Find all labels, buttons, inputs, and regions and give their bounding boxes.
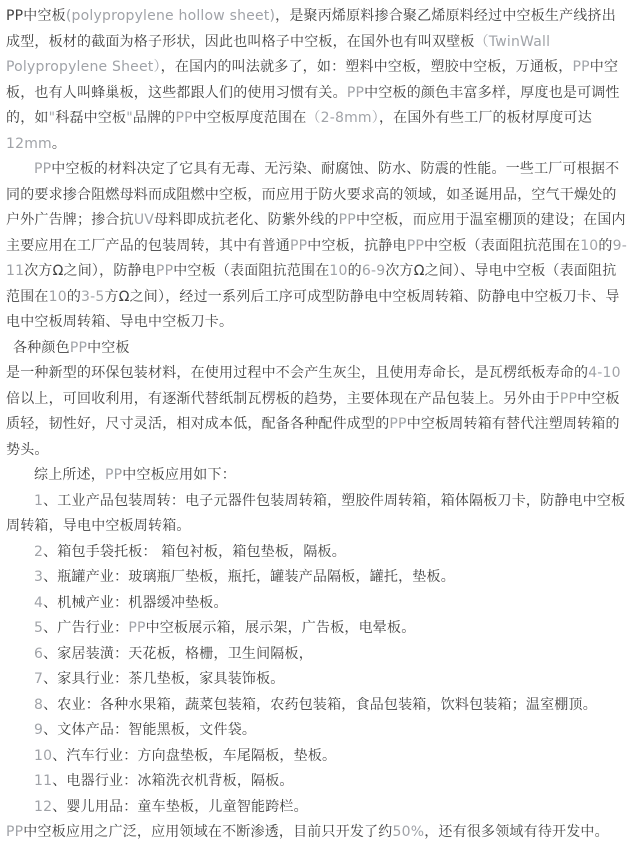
chinese-text-run: ，还有很多领域有待开发中。 xyxy=(424,824,609,840)
application-item-5 xyxy=(6,616,629,642)
latin-text-run: 9-11 xyxy=(6,237,627,279)
chinese-text-run: 各种颜色 xyxy=(13,339,70,356)
latin-text-run: " xyxy=(48,110,56,126)
latin-text-run: 3 xyxy=(34,569,44,585)
chinese-text-run: 中空板质轻，韧性好，尺寸灵活，相对成本低，配备各种配件成型的 xyxy=(6,390,620,432)
latin-text-run: PP xyxy=(128,620,146,636)
application-item-6 xyxy=(6,642,629,668)
chinese-text-run: 中空板应用之广泛，应用领域在不断渗透，目前只开发了约 xyxy=(23,824,393,840)
latin-text-run: 10 xyxy=(329,263,348,279)
closing-paragraph xyxy=(6,820,629,846)
intro-paragraph xyxy=(6,4,629,157)
chinese-text-run: 、家居装潢：天花板，格栅，卫生间隔板， xyxy=(43,645,313,662)
latin-text-run: 4 xyxy=(34,594,44,611)
chinese-text-run: 、农业：各种水果箱，蔬菜包装箱，农药包装箱，食品包装箱，饮料包装箱；温室棚顶。 xyxy=(43,696,597,713)
application-item-3 xyxy=(6,565,629,591)
chinese-text-run: 倍以上，可回收利用，有逐渐代替纸制瓦楞板的趋势，主要体现在产品包装上。另外由于 xyxy=(6,390,560,407)
chinese-text-run: 、家具行业：茶几垫板，家具装饰板。 xyxy=(43,671,285,687)
latin-text-run: （TwinWall Polypropylene Sheet） xyxy=(6,33,551,75)
chinese-text-run: 的 xyxy=(66,288,82,305)
latin-text-run: " xyxy=(126,110,133,126)
chinese-text-run: PP中空板 xyxy=(6,8,66,24)
latin-text-run: 9 xyxy=(34,722,44,738)
chinese-text-run: ，是聚丙烯原料掺合聚乙烯原料经过中空板生产线挤出成型，板材的截面为格子形状，因此也叫格子中空板，在国外也有叫双壁板 xyxy=(6,8,616,50)
latin-text-run: PP xyxy=(338,212,356,228)
latin-text-run: PP xyxy=(406,237,424,254)
latin-text-run: 10 xyxy=(48,288,67,305)
chinese-text-run: ，在国内的叫法就多了，如：塑料中空板，塑胶中空板，万通板， xyxy=(160,59,573,75)
application-item-1 xyxy=(6,489,629,540)
application-item-7 xyxy=(6,667,629,693)
chinese-text-run: 中空板，抗静电 xyxy=(307,237,407,254)
chinese-text-run: 、工业产品包装周转：电子元器件包装周转箱，塑胶件周转箱，箱体隔板刀卡，防静电中空板周转箱，导电中空板周转箱。 xyxy=(6,492,626,534)
latin-text-run: PP xyxy=(572,59,590,75)
latin-text-run: 1 xyxy=(34,492,44,509)
latin-text-run: 12mm xyxy=(6,135,52,152)
latin-text-run: PP xyxy=(155,263,174,279)
chinese-text-run: 科磊中空板 xyxy=(55,110,127,126)
latin-text-run: 50% xyxy=(392,824,425,840)
latin-text-run: 4-10 xyxy=(588,365,621,381)
chinese-text-run: 品牌的 xyxy=(132,110,176,126)
latin-text-run: PP xyxy=(175,110,193,126)
latin-text-run: PP xyxy=(559,390,578,407)
chinese-text-run: 、电器行业：冰箱洗衣机背板，隔板。 xyxy=(52,773,294,789)
chinese-text-run: 中空板，也有人叫蜂巢板，这些都跟人们的使用习惯有关。 xyxy=(6,59,619,101)
latin-text-run: 10 xyxy=(580,237,599,254)
chinese-text-run: 中空板周转箱有替代注塑周转箱的势头。 xyxy=(6,416,620,458)
chinese-text-run: 、瓶罐产业：玻璃瓶厂垫板，瓶托，罐装产品隔板，罐托，垫板。 xyxy=(43,569,455,585)
latin-text-run: (polypropylene hollow sheet) xyxy=(65,8,276,24)
latin-text-run: PP xyxy=(6,824,24,840)
application-item-8 xyxy=(6,693,629,719)
chinese-text-run: 是一种新型的环保包装材料，在使用过程中不会产生灰尘，且使用寿命长，是瓦楞纸板寿命的 xyxy=(6,365,589,381)
chinese-text-run: 中空板展示箱，展示架，广告板，电晕板。 xyxy=(145,620,416,636)
latin-text-run: 5 xyxy=(34,620,44,636)
chinese-text-run: 、机械产业：机器缓冲垫板。 xyxy=(43,594,228,611)
latin-text-run: 8 xyxy=(34,696,44,713)
application-item-10 xyxy=(6,744,629,770)
latin-text-run: 2 xyxy=(34,543,44,560)
latin-text-run: PP xyxy=(290,237,308,254)
latin-text-run: PP xyxy=(346,84,365,101)
chinese-text-run: 的 xyxy=(598,237,613,254)
chinese-text-run: 中空板的颜色丰富多样，厚度也是可调性的，如 xyxy=(6,84,620,126)
chinese-text-run: 、文体产品：智能黑板，文件袋。 xyxy=(43,722,257,738)
chinese-text-run: 中空板的材料决定了它具有无毒、无污染、耐腐蚀、防水、防震的性能。一些工厂可根据不同的要求掺合阻燃母料而成阻燃中空板，而应用于防火要求高的领域，如圣诞用品，空气干燥处的户外广告牌；掺合抗 xyxy=(6,161,620,228)
latin-text-run: PP xyxy=(69,339,88,356)
latin-text-run: PP xyxy=(389,416,407,432)
application-item-9 xyxy=(6,718,629,744)
chinese-text-run: 、广告行业： xyxy=(43,620,129,636)
latin-text-run: PP xyxy=(105,467,123,483)
color-section-heading xyxy=(6,336,629,362)
chinese-text-run: 。 xyxy=(51,135,67,152)
latin-text-run: 3-5 xyxy=(81,288,105,305)
application-item-4 xyxy=(6,591,629,617)
latin-text-run: 7 xyxy=(34,671,44,687)
latin-text-run: 11 xyxy=(34,773,53,789)
eco-packaging-paragraph xyxy=(6,361,629,463)
chinese-text-run: 母料即成抗老化、防紫外线的 xyxy=(154,212,339,228)
material-properties-paragraph xyxy=(6,157,629,336)
latin-text-run: UV xyxy=(133,212,155,228)
summary-lead xyxy=(6,463,629,489)
latin-text-run: 6-9 xyxy=(361,263,386,279)
chinese-text-run: 中空板，而应用于温室棚顶的建设；在国内主要应用在工厂产品的包装周转，其中有普通 xyxy=(6,212,626,254)
chinese-text-run: 中空板应用如下： xyxy=(122,467,236,483)
chinese-text-run: 综上所述， xyxy=(34,467,105,483)
application-item-12 xyxy=(6,795,629,821)
chinese-text-run: 中空板厚度范围在 xyxy=(192,110,307,126)
chinese-text-run: 方Ω之间），经过一系列后工序可成型防静电中空板周转箱、防静电中空板刀卡、导电中空板周转箱、导电中空板刀卡。 xyxy=(6,288,620,330)
application-item-2 xyxy=(6,540,629,566)
chinese-text-run: ，在国外有些工厂的板材厚度可达 xyxy=(378,110,592,126)
latin-text-run: 6 xyxy=(34,645,44,662)
chinese-text-run: 、箱包手袋托板： 箱包衬板，箱包垫板，隔板。 xyxy=(43,543,346,560)
chinese-text-run: 的 xyxy=(347,263,362,279)
latin-text-run: 12 xyxy=(34,798,53,815)
chinese-text-run: 、汽车行业：方向盘垫板，车尾隔板，垫板。 xyxy=(52,747,337,764)
latin-text-run: （2-8mm） xyxy=(306,110,379,126)
latin-text-run: PP xyxy=(34,161,52,177)
chinese-text-run: 、婴儿用品：童车垫板，儿童智能跨栏。 xyxy=(52,798,308,815)
chinese-text-run: 中空板（表面阻抗范围在 xyxy=(424,237,581,254)
latin-text-run: 10 xyxy=(34,747,53,764)
chinese-text-run: 次方Ω之间），防静电 xyxy=(24,263,156,279)
chinese-text-run: 中空板 xyxy=(87,339,130,356)
application-item-11 xyxy=(6,769,629,795)
chinese-text-run: 次方Ω之间）、导电中空板（表面阻抗范围在 xyxy=(6,263,617,305)
chinese-text-run: 中空板（表面阻抗范围在 xyxy=(173,263,330,279)
